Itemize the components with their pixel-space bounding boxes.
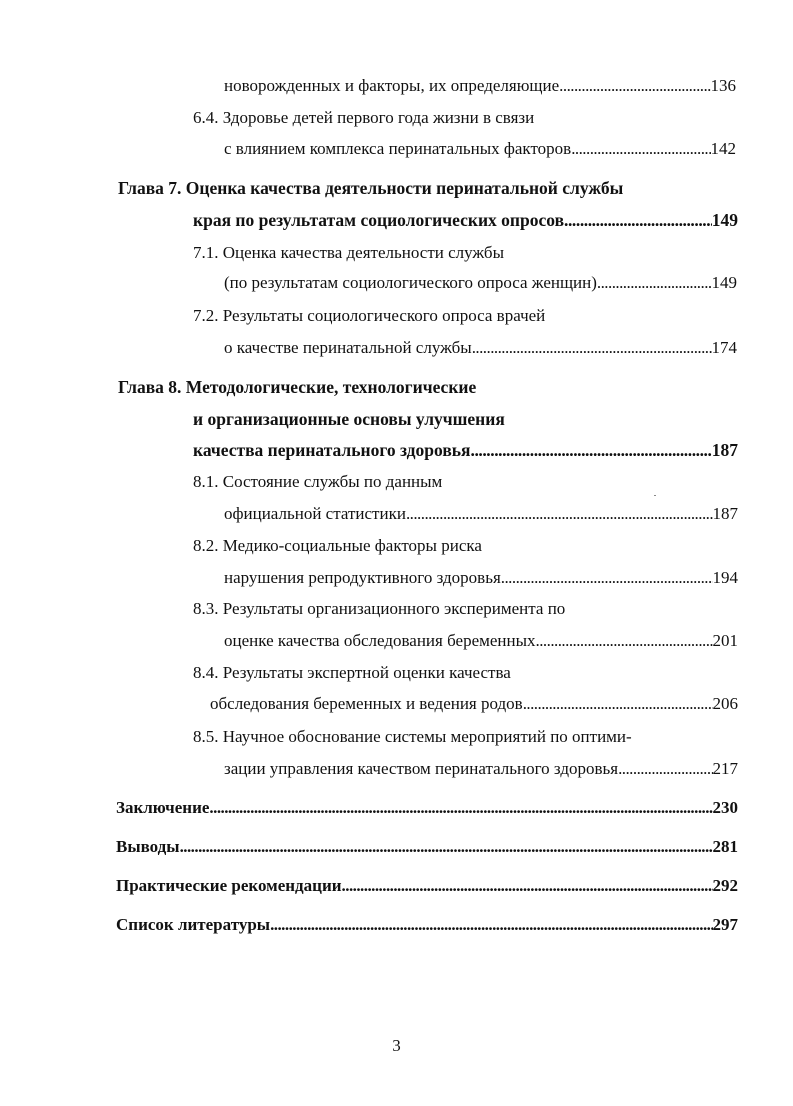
- toc-entry-text: качества перинатального здоровья: [193, 440, 471, 460]
- toc-entry-page: 194: [712, 568, 738, 587]
- toc-leader-dots: [571, 136, 710, 162]
- toc-entry-text: края по результатам социологических опросов: [193, 210, 565, 230]
- toc-entry-page: 187: [712, 504, 738, 523]
- toc-entry-text: 7.1. Оценка качества деятельности службы: [193, 243, 504, 262]
- toc-entry-page: 174: [711, 338, 737, 357]
- toc-entry-text: 8.3. Результаты организационного эксперимента по: [193, 599, 566, 618]
- toc-entry-page: 206: [712, 694, 738, 713]
- toc-entry: [210, 691, 738, 717]
- toc-entry-text: и организационные основы улучшения: [193, 409, 505, 429]
- toc-entry-page: 142: [710, 139, 736, 158]
- toc-entry-page: 297: [712, 915, 738, 934]
- toc-entry-page: 281: [712, 837, 738, 856]
- toc-entry: [193, 533, 482, 559]
- toc-entry: [193, 303, 545, 329]
- toc-entry-page: 149: [711, 273, 737, 292]
- toc-leader-dots: [559, 73, 710, 99]
- toc-entry: [116, 834, 738, 860]
- toc-entry: [116, 873, 738, 899]
- toc-entry-text: о качестве перинатальной службы: [224, 338, 472, 357]
- toc-entry-text: нарушения репродуктивного здоровья: [224, 568, 501, 587]
- toc-entry-text: Выводы: [116, 837, 180, 856]
- toc-leader-dots: [471, 437, 712, 463]
- toc-entry: [193, 724, 632, 750]
- toc-leader-dots: [618, 756, 712, 782]
- toc-entry: [224, 565, 738, 591]
- toc-entry-page: 292: [712, 876, 738, 895]
- toc-entry: [224, 335, 737, 361]
- toc-leader-dots: [180, 834, 713, 860]
- toc-entry: [116, 795, 738, 821]
- toc-entry: [193, 660, 511, 686]
- toc-entry-text: обследования беременных и ведения родов: [210, 694, 523, 713]
- toc-entry-text: 7.2. Результаты социологического опроса врачей: [193, 306, 546, 325]
- toc-leader-dots: [342, 873, 713, 899]
- chapter-heading: [193, 207, 738, 233]
- toc-entry: [116, 912, 738, 938]
- toc-entry-text: с влиянием комплекса перинатальных факторов: [224, 139, 572, 158]
- chapter-heading: [118, 175, 623, 201]
- toc-leader-dots: [209, 795, 712, 821]
- toc-entry-page: 187: [711, 440, 738, 460]
- toc-entry-page: 136: [710, 76, 736, 95]
- page-number: 3: [392, 1036, 401, 1055]
- toc-leader-dots: [536, 628, 713, 654]
- toc-entry-text: 8.1. Состояние службы по данным: [193, 472, 443, 491]
- toc-entry: [193, 596, 565, 622]
- scan-speck: [654, 495, 656, 496]
- toc-entry-text: Глава 7. Оценка качества деятельности перинатальной службы: [118, 178, 624, 198]
- toc-entry-text: 6.4. Здоровье детей первого года жизни в связи: [193, 108, 535, 127]
- toc-entry: [224, 628, 738, 654]
- toc-leader-dots: [406, 501, 713, 527]
- toc-leader-dots: [270, 912, 712, 938]
- toc-entry-text: Глава 8. Методологические, технологические: [118, 377, 477, 397]
- toc-entry-text: 8.4. Результаты экспертной оценки качества: [193, 663, 511, 682]
- chapter-heading: [118, 374, 476, 400]
- toc-entry-text: новорожденных и факторы, их определяющие: [224, 76, 560, 95]
- toc-leader-dots: [472, 335, 712, 361]
- toc-entry: [193, 240, 504, 266]
- toc-entry-text: Практические рекомендации: [116, 876, 342, 895]
- toc-entry-text: 8.2. Медико-социальные факторы риска: [193, 536, 482, 555]
- toc-leader-dots: [597, 270, 712, 296]
- toc-leader-dots: [501, 565, 713, 591]
- toc-entry-text: оценке качества обследования беременных: [224, 631, 536, 650]
- chapter-heading: [193, 437, 738, 463]
- toc-entry: [224, 73, 736, 99]
- toc-leader-dots: [523, 691, 713, 717]
- toc-entry: [224, 756, 738, 782]
- toc-entry-page: 230: [712, 798, 738, 817]
- toc-entry-text: (по результатам социологического опроса женщин): [224, 273, 597, 292]
- toc-entry-page: 201: [712, 631, 738, 650]
- toc-entry-text: Заключение: [116, 798, 210, 817]
- toc-leader-dots: [564, 207, 712, 233]
- toc-entry-text: Список литературы: [116, 915, 271, 934]
- toc-entry-text: официальной статистики: [224, 504, 406, 523]
- toc-entry-page: 217: [712, 759, 738, 778]
- toc-entry: [193, 469, 442, 495]
- toc-entry-page: 149: [711, 210, 738, 230]
- toc-entry: [224, 270, 737, 296]
- chapter-heading: [193, 406, 505, 432]
- toc-entry: [224, 501, 738, 527]
- toc-entry-text: зации управления качеством перинатального здоровья: [224, 759, 619, 778]
- toc-entry: [193, 105, 534, 131]
- toc-entry-text: 8.5. Научное обоснование системы мероприятий по оптими-: [193, 727, 632, 746]
- toc-entry: [224, 136, 736, 162]
